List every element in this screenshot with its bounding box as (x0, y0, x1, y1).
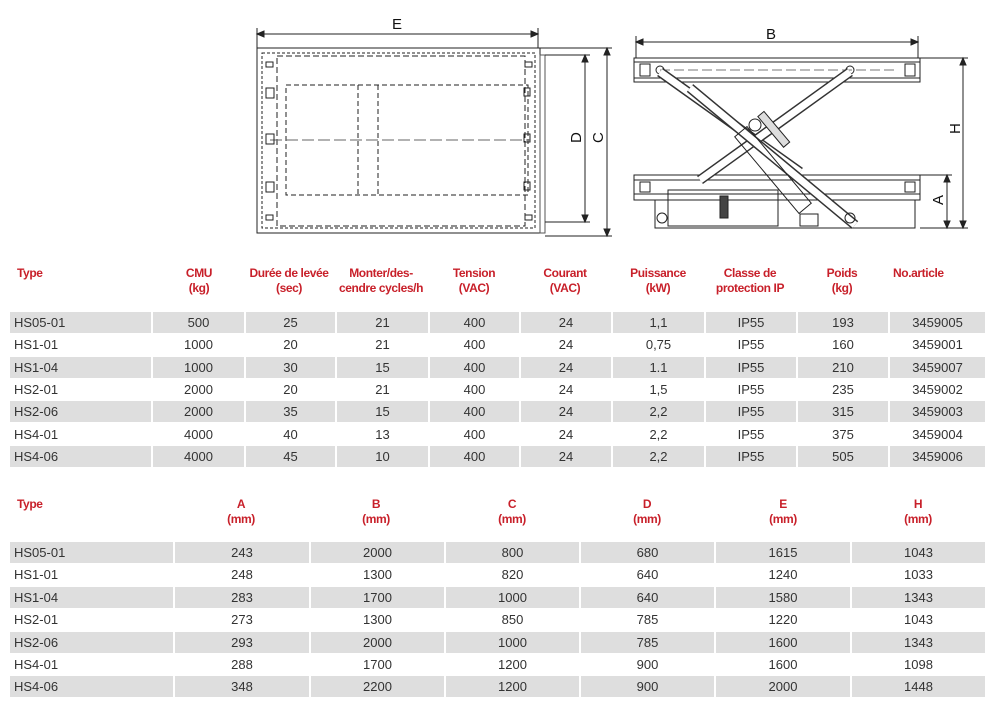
table2-cell-4: 785 (581, 632, 714, 653)
table2-cell-0: HS1-04 (10, 587, 173, 608)
table2-cell-2: 1700 (363, 657, 392, 672)
top-view-drawing (257, 28, 612, 236)
table2-cell-1: 348 (175, 676, 309, 697)
table1-cell-3: 13 (375, 426, 390, 442)
table1-header-0 (17, 266, 43, 281)
table2-cell-4: 640 (636, 567, 659, 583)
table1-header-5-line-0: Courant (543, 266, 587, 280)
table2-cell-2: 2000 (311, 542, 444, 563)
table2-row (10, 542, 985, 564)
table1-row (10, 379, 985, 401)
table2-row (10, 654, 985, 676)
table1-cell-7: IP55 (737, 426, 765, 442)
table2-row (10, 564, 985, 586)
table2-cell-6: 1043 (852, 542, 985, 563)
table1-cell-6: 2,2 (649, 426, 668, 442)
table1-cell-1: 2000 (153, 401, 244, 422)
table1-cell-3: 21 (375, 381, 390, 397)
table1-cell-1: 500 (153, 312, 244, 333)
table2-cell-4: 785 (636, 612, 659, 628)
table1-cell-8: 193 (798, 312, 888, 333)
table1-cell-3: 21 (375, 337, 390, 353)
table2-cell-6: 1033 (904, 567, 933, 583)
table1-cell-2: 20 (283, 337, 298, 353)
table2-cell-1: 243 (175, 542, 309, 563)
table2-cell-3: 820 (501, 567, 524, 583)
table2-cell-4: 640 (581, 587, 714, 608)
table1-cell-2: 20 (283, 381, 298, 397)
table2-header-6-line-0: H (913, 497, 923, 511)
table1-cell-0: HS05-01 (10, 312, 151, 333)
table1-cell-5: 24 (521, 401, 611, 422)
table2-header-4 (633, 497, 661, 527)
table1-header-5-line-1: (VAC) (549, 281, 581, 295)
table2-row (10, 632, 985, 654)
table2-cell-2: 2000 (311, 632, 444, 653)
table1-cell-4: 400 (463, 381, 486, 397)
table1-cell-2: 45 (246, 446, 335, 467)
table1-cell-9: 3459007 (890, 357, 985, 378)
table1-header-1 (186, 266, 212, 296)
table2-header-2 (362, 497, 390, 527)
dim-label-e: E (392, 16, 403, 33)
table1-header-8-line-1: (kg) (831, 281, 853, 295)
table1-cell-8: 210 (798, 357, 888, 378)
table2-header-3 (498, 497, 526, 527)
table1-cell-1: 4000 (153, 446, 244, 467)
table1-header-4-line-0: Tension (452, 266, 496, 280)
table2-cell-4: 680 (581, 542, 714, 563)
table2-cell-0: HS2-01 (14, 612, 59, 628)
table1-header-6-line-1: (kW) (645, 281, 671, 295)
table1-cell-9: 3459003 (890, 401, 985, 422)
table1-cell-2: 25 (246, 312, 335, 333)
table2-cell-6: 1343 (852, 587, 985, 608)
table1-cell-7: IP55 (706, 401, 796, 422)
table1-cell-6: 2,2 (613, 446, 704, 467)
table1-row (10, 446, 985, 468)
table1-cell-7: IP55 (737, 337, 765, 353)
table2-cell-5: 1615 (716, 542, 850, 563)
table1-cell-0: HS1-04 (10, 357, 151, 378)
table1-cell-7: IP55 (706, 357, 796, 378)
table1-cell-8: 375 (832, 426, 854, 442)
table2-cell-3: 1000 (446, 587, 579, 608)
table1-cell-6: 1,1 (613, 312, 704, 333)
table2-header-6 (904, 497, 932, 527)
table1-row (10, 312, 985, 334)
table1-row (10, 357, 985, 379)
table2-row (10, 676, 985, 698)
table1-cell-6: 0,75 (645, 337, 672, 353)
table1-cell-5: 24 (521, 312, 611, 333)
table1-header-7 (716, 266, 784, 296)
table2-cell-2: 2200 (311, 676, 444, 697)
table2-header-3-line-1: (mm) (498, 512, 526, 526)
table1-cell-2: 40 (283, 426, 298, 442)
dim-label-b: B (766, 26, 777, 43)
table2-cell-6: 1448 (852, 676, 985, 697)
table2-header-5-line-1: (mm) (769, 512, 797, 526)
table1-cell-7: IP55 (737, 381, 765, 397)
table1-cell-0: HS4-01 (14, 426, 59, 442)
table1-header-0-line-0: Type (17, 266, 43, 280)
table1-cell-2: 30 (246, 357, 335, 378)
table1-header-6 (630, 266, 686, 296)
table1-row (10, 424, 985, 446)
table1-cell-0: HS1-01 (14, 337, 59, 353)
table2-cell-0: HS4-01 (14, 657, 59, 672)
table1-cell-0: HS2-01 (14, 381, 59, 397)
table1-header-2-line-0: Durée de levée (249, 266, 329, 280)
table1-cell-5: 24 (558, 426, 574, 442)
table1-cell-7: IP55 (706, 446, 796, 467)
table1-cell-1: 1000 (153, 357, 244, 378)
table1-cell-3: 15 (337, 357, 428, 378)
table2-header-6-line-1: (mm) (904, 512, 932, 526)
table1-cell-9: 3459006 (890, 446, 985, 467)
table2-header-0 (17, 497, 43, 512)
table2-cell-1: 248 (231, 567, 253, 583)
table1-cell-2: 35 (246, 401, 335, 422)
table1-header-9-line-0: No.article (893, 266, 944, 280)
table1-cell-1: 2000 (184, 381, 213, 397)
table2-header-2-line-0: B (371, 497, 381, 511)
table1-header-3-line-1: cendre cycles/h (338, 281, 424, 295)
table2-cell-2: 1700 (311, 587, 444, 608)
table2-header-5-line-0: E (779, 497, 787, 511)
side-view-drawing (634, 36, 968, 228)
table1-header-7-line-1: protection IP (715, 281, 785, 295)
table1-cell-3: 15 (337, 401, 428, 422)
table1-cell-1: 1000 (184, 337, 213, 353)
table1-cell-9: 3459002 (912, 381, 963, 397)
table1-cell-8: 315 (798, 401, 888, 422)
table1-header-4-line-1: (VAC) (458, 281, 490, 295)
table1-cell-3: 21 (337, 312, 428, 333)
table1-cell-8: 160 (832, 337, 854, 353)
table1-cell-7: IP55 (706, 312, 796, 333)
table1-header-5 (543, 266, 586, 296)
table2-cell-3: 1200 (498, 657, 527, 672)
table2-cell-6: 1343 (852, 632, 985, 653)
table1-cell-4: 400 (430, 312, 519, 333)
table1-cell-5: 24 (558, 337, 574, 353)
table2-row (10, 587, 985, 609)
table2-cell-0: HS05-01 (10, 542, 173, 563)
table1-cell-9: 3459005 (890, 312, 985, 333)
table2-cell-2: 1300 (363, 612, 392, 628)
table1-cell-6: 1.1 (613, 357, 704, 378)
table2-cell-2: 1300 (363, 567, 392, 583)
table1-cell-5: 24 (558, 381, 574, 397)
table1-cell-4: 400 (430, 357, 519, 378)
table2-row (10, 609, 985, 631)
table1-cell-8: 505 (798, 446, 888, 467)
table2-cell-1: 293 (175, 632, 309, 653)
table1-header-1-line-1: (kg) (188, 281, 210, 295)
table2-header-1-line-1: (mm) (227, 512, 255, 526)
table2-header-1 (227, 497, 255, 527)
table2-cell-1: 288 (231, 657, 253, 672)
table2-cell-5: 1580 (716, 587, 850, 608)
table2-header-3-line-0: C (507, 497, 517, 511)
dim-label-a: A (930, 194, 947, 205)
table2-cell-5: 2000 (716, 676, 850, 697)
table1-cell-4: 400 (463, 337, 486, 353)
table2-cell-0: HS2-06 (10, 632, 173, 653)
table1-cell-1: 4000 (184, 426, 213, 442)
table2-cell-4: 900 (581, 676, 714, 697)
table1-cell-4: 400 (430, 401, 519, 422)
table1-row (10, 401, 985, 423)
dim-label-h: H (947, 123, 964, 134)
table2-cell-3: 800 (446, 542, 579, 563)
table2-cell-5: 1600 (768, 657, 798, 672)
dim-label-c: C (590, 132, 607, 143)
table1-header-7-line-0: Classe de (723, 266, 777, 280)
table2-header-5 (769, 497, 797, 527)
table2-cell-1: 273 (231, 612, 253, 628)
table1-cell-6: 1,5 (649, 381, 668, 397)
table2-cell-4: 900 (636, 657, 659, 672)
table1-row (10, 334, 985, 356)
table1-cell-5: 24 (521, 446, 611, 467)
table1-header-1-line-0: CMU (185, 266, 213, 280)
table1-header-3 (339, 266, 423, 296)
table1-header-6-line-0: Puissance (630, 266, 686, 280)
technical-drawings (0, 0, 995, 250)
table2-cell-1: 283 (175, 587, 309, 608)
table1-cell-5: 24 (521, 357, 611, 378)
table1-cell-4: 400 (430, 446, 519, 467)
table2-cell-5: 1220 (768, 612, 798, 628)
table1-cell-3: 10 (337, 446, 428, 467)
table2-header-4-line-1: (mm) (633, 512, 661, 526)
table2-cell-5: 1240 (768, 567, 798, 583)
table1-cell-9: 3459004 (912, 426, 963, 442)
table1-header-8-line-0: Poids (826, 266, 858, 280)
table1-cell-8: 235 (832, 381, 854, 397)
table1-header-3-line-0: Monter/des- (349, 266, 413, 280)
table2-cell-6: 1043 (904, 612, 933, 628)
table2-header-2-line-1: (mm) (362, 512, 390, 526)
table1-cell-4: 400 (463, 426, 486, 442)
table1-header-4 (453, 266, 495, 296)
table1-cell-6: 2,2 (613, 401, 704, 422)
dim-label-d: D (568, 132, 585, 143)
table2-cell-5: 1600 (716, 632, 850, 653)
table1-cell-0: HS2-06 (10, 401, 151, 422)
table1-header-9 (893, 266, 944, 281)
table2-cell-3: 1000 (446, 632, 579, 653)
table2-cell-3: 850 (501, 612, 524, 628)
table1-cell-9: 3459001 (912, 337, 963, 353)
table2-header-1-line-0: A (236, 497, 246, 511)
table1-header-8 (827, 266, 858, 296)
table2-header-0-line-0: Type (17, 497, 43, 511)
table2-cell-3: 1200 (446, 676, 579, 697)
table1-header-2-line-1: (sec) (275, 281, 302, 295)
table1-header-2 (249, 266, 328, 296)
table1-cell-0: HS4-06 (10, 446, 151, 467)
table2-header-4-line-0: D (642, 497, 652, 511)
table2-cell-6: 1098 (904, 657, 933, 672)
table2-cell-0: HS4-06 (10, 676, 173, 697)
table2-cell-0: HS1-01 (14, 567, 59, 583)
